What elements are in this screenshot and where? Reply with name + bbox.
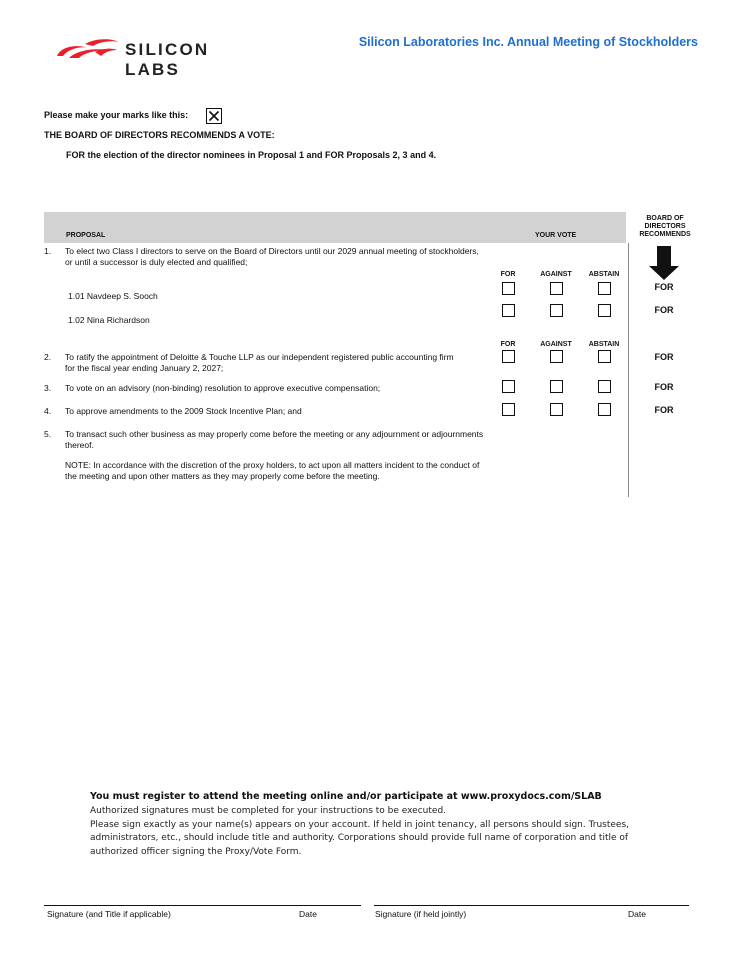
down-arrow-icon [649, 246, 679, 280]
date-label: Date [299, 909, 317, 919]
header-your-vote: YOUR VOTE [535, 232, 577, 239]
column-abstain: ABSTAIN [588, 341, 620, 348]
board-recommendation: FOR [654, 352, 674, 362]
column-divider [628, 243, 629, 497]
vote-against-checkbox[interactable] [550, 304, 563, 317]
column-for: FOR [500, 271, 516, 278]
board-recommendation: FOR [654, 282, 674, 292]
header-board-recommends: BOARD OF DIRECTORS RECOMMENDS [639, 215, 691, 238]
joint-signature-label: Signature (if held jointly) [375, 909, 467, 919]
column-for: FOR [500, 341, 516, 348]
vote-abstain-checkbox[interactable] [598, 380, 611, 393]
proposal-text: To ratify the appointment of Deloitte & Touche LLP as our independent registered public accounting firm for the fiscal year ending January 2, 2027; [65, 352, 454, 373]
proposal-text: To elect two Class I directors to serve on the Board of Directors until our 2029 annual meeting of stockholders, or until a successor is duly elected and qualified; [65, 246, 479, 267]
column-abstain: ABSTAIN [588, 271, 620, 278]
vote-abstain-checkbox[interactable] [598, 403, 611, 416]
vote-against-checkbox[interactable] [550, 350, 563, 363]
vote-abstain-checkbox[interactable] [598, 350, 611, 363]
vote-for-checkbox[interactable] [502, 403, 515, 416]
vote-abstain-checkbox[interactable] [598, 304, 611, 317]
company-logo [55, 36, 265, 79]
proposal-number: 2. [44, 352, 52, 362]
column-against: AGAINST [540, 271, 572, 278]
column-against: AGAINST [540, 341, 572, 348]
logo-text: SILICON LABS [125, 40, 210, 79]
board-recommends-text: FOR the election of the director nominees in Proposal 1 and FOR Proposals 2, 3 and 4. [66, 150, 437, 160]
proposal-text: To transact such other business as may properly come before the meeting or any adjournment or adjournments thereof. [65, 429, 484, 450]
register-notice: You must register to attend the meeting online and/or participate at www.proxydocs.com/SLAB [90, 791, 602, 802]
vote-against-checkbox[interactable] [550, 403, 563, 416]
vote-for-checkbox[interactable] [502, 282, 515, 295]
signature-instructions-line1: Authorized signatures must be completed for your instructions to be executed. [90, 806, 447, 816]
proposal-text: To vote on an advisory (non-binding) resolution to approve executive compensation; [65, 383, 381, 393]
vote-abstain-checkbox[interactable] [598, 282, 611, 295]
signature-instructions-line2: Please sign exactly as your name(s) appears on your account. If held in joint tenancy, all persons should sign. Trustees, administrators, etc., should include title and authority. Corporations should provide full name of corporation and title of authorized officer signing the Proxy/Vote Form. [90, 819, 630, 857]
joint-signature-line[interactable] [374, 905, 689, 906]
vote-against-checkbox[interactable] [550, 282, 563, 295]
vote-for-checkbox[interactable] [502, 350, 515, 363]
silicon-labs-swoosh-icon [55, 36, 121, 62]
board-recommendation: FOR [654, 382, 674, 392]
nominee-label: 1.01 Navdeep S. Sooch [68, 291, 158, 301]
signature-instructions [90, 805, 650, 859]
board-recommendation: FOR [654, 405, 674, 415]
proposal-number: 4. [44, 406, 52, 416]
board-recommendation: FOR [654, 305, 674, 315]
nominee-label: 1.02 Nina Richardson [68, 315, 150, 325]
board-recommends-title: THE BOARD OF DIRECTORS RECOMMENDS A VOTE: [44, 130, 275, 140]
marks-instruction: Please make your marks like this: [44, 110, 189, 120]
signature-label: Signature (and Title if applicable) [47, 909, 171, 919]
proposal-number: 3. [44, 383, 52, 393]
vote-for-checkbox[interactable] [502, 380, 515, 393]
vote-for-checkbox[interactable] [502, 304, 515, 317]
x-mark-icon [207, 109, 221, 123]
sample-marked-checkbox [206, 108, 222, 124]
proposal-note: NOTE: In accordance with the discretion of the proxy holders, to act upon all matters incident to the conduct of the meeting and upon other matters as they may properly come before the meeting. [65, 460, 480, 481]
joint-date-label: Date [628, 909, 646, 919]
signature-line[interactable] [44, 905, 361, 906]
proposal-text: To approve amendments to the 2009 Stock Incentive Plan; and [65, 406, 302, 416]
header-proposal: PROPOSAL [66, 232, 106, 239]
vote-against-checkbox[interactable] [550, 380, 563, 393]
proposal-number: 5. [44, 429, 52, 439]
proposal-number: 1. [44, 246, 52, 256]
meeting-title: Silicon Laboratories Inc. Annual Meeting of Stockholders [358, 35, 698, 49]
